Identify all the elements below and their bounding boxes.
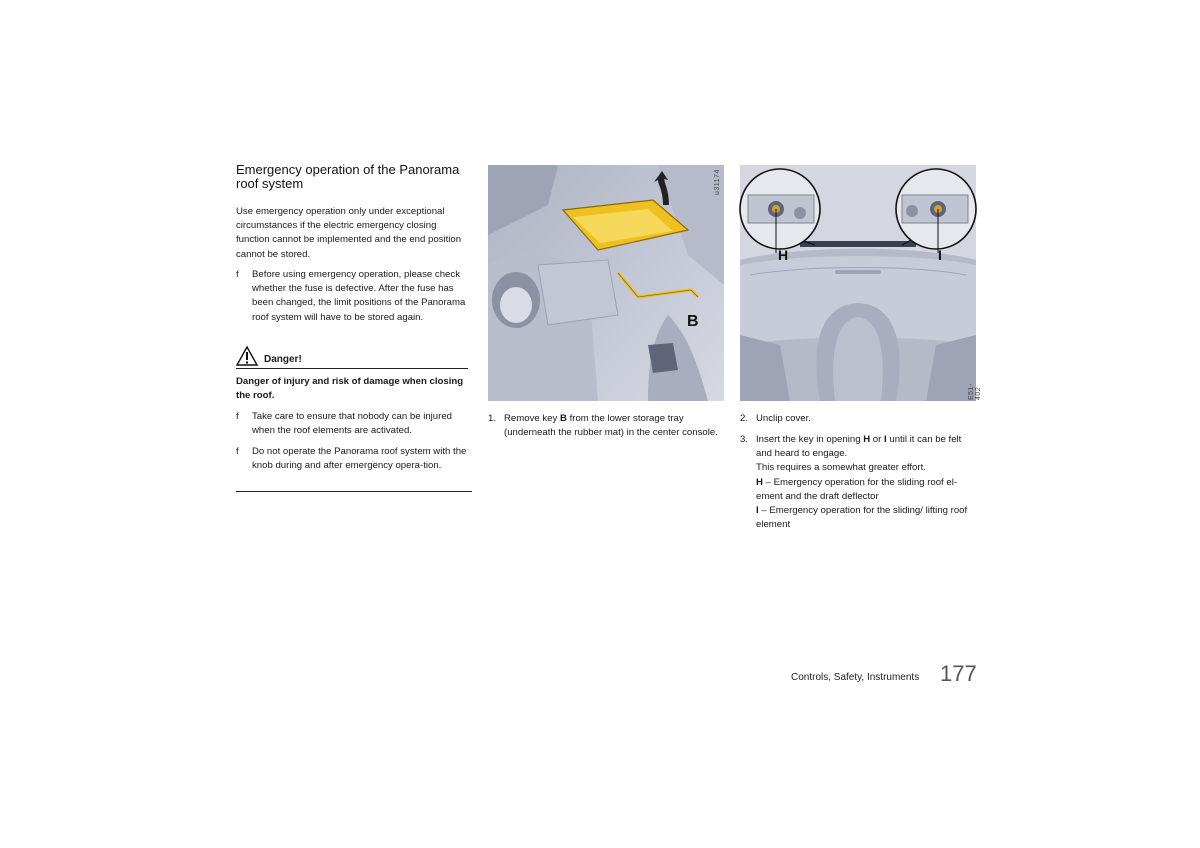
roof-panel-figure bbox=[740, 165, 982, 401]
bullet-marker: f bbox=[236, 446, 239, 457]
step-3 bbox=[740, 433, 978, 532]
step-3-text: Insert the key in opening H or I until it can be felt and heard to engage. This requires a somewhat greater effort. H – Emergency operation for the sliding roof el-ement and the draft deflector I – Emergency operation for the sliding/ lifting roof element bbox=[756, 434, 968, 531]
danger-top-rule bbox=[236, 368, 468, 369]
step-2 bbox=[740, 412, 976, 426]
danger-bottom-rule bbox=[236, 491, 472, 492]
h-key: H bbox=[756, 476, 763, 488]
step-2-text: Unclip cover. bbox=[756, 413, 811, 424]
warning-triangle-icon bbox=[236, 346, 258, 366]
step-2-number: 2. bbox=[740, 413, 749, 424]
danger-bullet-1 bbox=[236, 410, 472, 438]
section-title: Emergency operation of the Panorama roof system bbox=[236, 162, 460, 191]
opening-i: I bbox=[884, 434, 887, 445]
danger-text: Danger of injury and risk of damage when closing the roof. bbox=[236, 376, 464, 402]
label-b: B bbox=[687, 313, 699, 330]
effort-note: This requires a somewhat greater effort. bbox=[756, 462, 926, 474]
label-h: H bbox=[778, 247, 789, 263]
footer-section-name: Controls, Safety, Instruments bbox=[791, 672, 920, 683]
step-1-text: Remove key B from the lower storage tray (underneath the rubber mat) in the center console. bbox=[504, 413, 718, 439]
center-console-illustration bbox=[488, 165, 724, 401]
bullet-marker: f bbox=[236, 411, 239, 422]
opening-h: H bbox=[863, 434, 871, 445]
step-1 bbox=[488, 412, 720, 440]
danger-heading bbox=[236, 346, 468, 366]
bullet-marker: f bbox=[236, 269, 239, 280]
i-description: – Emergency operation for the sliding/ lifting roof element bbox=[756, 505, 968, 531]
step-1-key: B bbox=[559, 413, 567, 424]
fuse-bullet-text: Before using emergency operation, please check whether the fuse is defective. After the fuse has been changed, the limit positions of the Panorama roof system will have to be stored again. bbox=[252, 269, 466, 323]
intro-paragraph: Use emergency operation only under exceptional circumstances if the electric emergency closing function cannot be implemented and the end position cannot be stored. bbox=[236, 206, 462, 260]
danger-bullet-2 bbox=[236, 445, 472, 473]
center-console-figure bbox=[488, 165, 724, 401]
i-key: I bbox=[756, 505, 759, 517]
label-i: I bbox=[938, 247, 942, 263]
step-1-number: 1. bbox=[488, 413, 497, 424]
figure2-code: E51-402 bbox=[968, 383, 982, 400]
fuse-bullet bbox=[236, 268, 472, 325]
danger-bullet-text: Take care to ensure that nobody can be injured when the roof elements are activated. bbox=[252, 411, 453, 437]
page-number: 177 bbox=[940, 661, 977, 686]
danger-bullet-text: Do not operate the Panorama roof system with the knob during and after emergency opera-tion. bbox=[252, 446, 467, 472]
h-description: – Emergency operation for the sliding roof el-ement and the draft deflector bbox=[756, 476, 958, 502]
figure1-code: u31174 bbox=[714, 169, 721, 195]
danger-label: Danger! bbox=[264, 354, 302, 365]
step-3-number: 3. bbox=[740, 434, 749, 445]
roof-panel-illustration bbox=[740, 165, 976, 401]
